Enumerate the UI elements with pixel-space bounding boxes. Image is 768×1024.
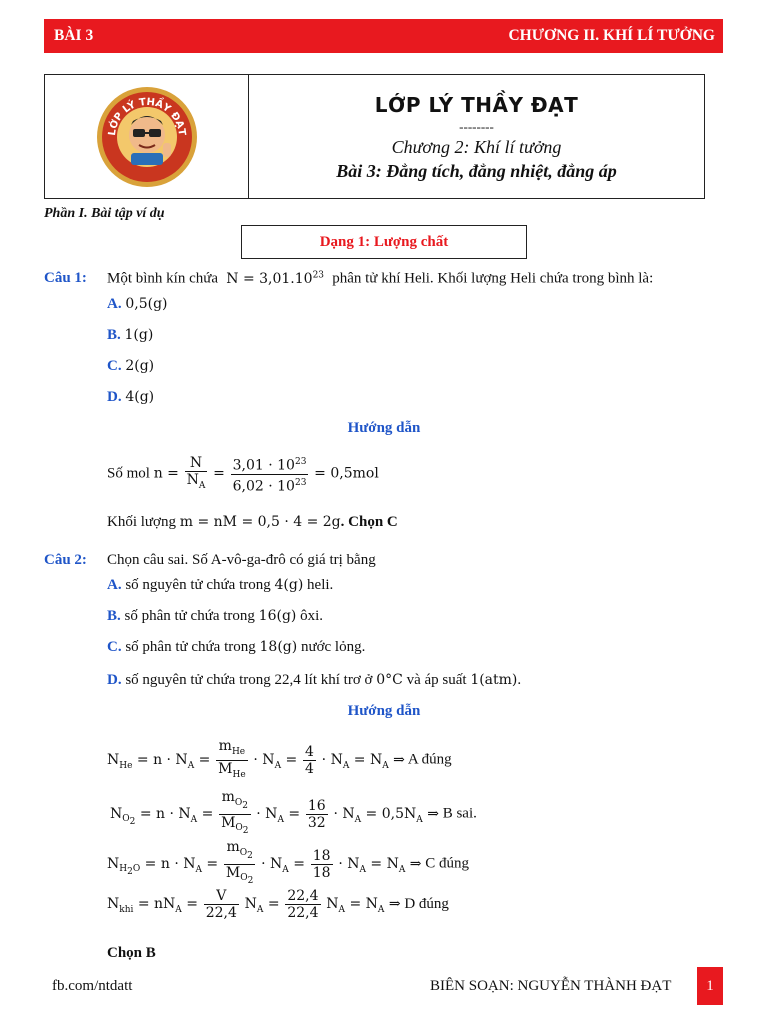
- brand-title: LỚP LÝ THẦY ĐẠT: [374, 93, 579, 117]
- q1-count: $N = 3,01.10^{23}$: [221, 270, 325, 287]
- q1-label: Câu 1:: [44, 270, 87, 286]
- q1-option-c[interactable]: C. 2(g): [107, 358, 155, 374]
- title-box: [44, 74, 705, 199]
- q2-eq-b: $N_{O_2} = n \cdot N_A$ = $\frac{m_{O_2}}{M_{O_2}}$ · $N_A$ = $\frac{16}{32}$ · $N_A = 0,5N_A$ ⇒ B sai.: [110, 789, 477, 839]
- page-number: 1: [697, 967, 723, 1005]
- q1-option-d[interactable]: D. 4(g): [107, 389, 155, 405]
- q2-label: Câu 2:: [44, 552, 87, 568]
- svg-text:LỚP LÝ THẦY ĐẠT: LỚP LÝ THẦY ĐẠT: [106, 96, 187, 136]
- q2-option-c[interactable]: C. số phân tử chứa trong 18(g) nước lỏng.: [107, 639, 366, 655]
- title-cell: [249, 75, 704, 198]
- q2-option-a[interactable]: A. số nguyên tử chứa trong 4(g) heli.: [107, 577, 334, 593]
- lesson-title: Bài 3: Đẳng tích, đẳng nhiệt, đẳng áp: [336, 161, 617, 181]
- q2-option-d[interactable]: D. số nguyên tử chứa trong 22,4 lít khí trơ ở 0°C và áp suất 1(atm).: [107, 672, 522, 688]
- logo-cell: [45, 75, 249, 198]
- lesson-tag: BÀI 3: [54, 27, 94, 44]
- section-heading: Phần I. Bài tập ví dụ: [44, 206, 165, 221]
- title-separator: --------: [459, 119, 494, 134]
- problem-type-box: Dạng 1: Lượng chất: [241, 225, 527, 259]
- q2-guide-heading: Hướng dẫn: [347, 703, 421, 719]
- q1-option-b[interactable]: B. 1(g): [107, 327, 154, 343]
- q1-option-a[interactable]: A. 0,5(g): [107, 296, 168, 312]
- q2-stem: Chọn câu sai. Số A-vô-ga-đrô có giá trị bằng: [107, 552, 376, 568]
- chapter-tag: CHƯƠNG II. KHÍ LÍ TƯỞNG: [508, 27, 715, 44]
- q1-solution-mass: Khối lượng m = nM = 0,5 · 4 = 2g. Chọn C: [107, 514, 398, 530]
- q2-eq-a: $N_{He} = n \cdot N_A$ = $\frac{m_{He}}{M_{He}}$ · $N_A$ = $\frac{4}{4}$ · $N_A = N_A$ ⇒ A đúng: [107, 738, 452, 783]
- q2-eq-d: $N_{khi} = nN_A$ = $\frac{V}{22,4}$ $N_A$ = $\frac{22,4}{22,4}$ $N_A = N_A$ ⇒ D đúng: [107, 888, 449, 921]
- teacher-logo: [95, 85, 199, 189]
- footer-link[interactable]: fb.com/ntdatt: [52, 978, 133, 994]
- q1-stem: Một bình kín chứa $N = 3,01.10^{23}$ phân tử khí Heli. Khối lượng Heli chứa trong bình là:: [107, 270, 654, 287]
- q2-eq-c: $N_{H_2O} = n \cdot N_A$ = $\frac{m_{O_2}}{M_{O_2}}$ · $N_A$ = $\frac{18}{18}$ · $N_A = N_A$ ⇒ C đúng: [107, 839, 469, 889]
- q1-guide-heading: Hướng dẫn: [347, 420, 421, 436]
- header-bar: [44, 19, 723, 53]
- q2-option-b[interactable]: B. số phân tử chứa trong 16(g) ôxi.: [107, 608, 324, 624]
- chapter-title: Chương 2: Khí lí tưởng: [391, 137, 562, 157]
- q2-answer: Chọn B: [107, 945, 156, 961]
- footer-author: BIÊN SOẠN: NGUYỄN THÀNH ĐẠT: [430, 978, 672, 994]
- q1-solution-mol: Số mol n = $\frac{N}{N_A}$ = $\frac{3,01 \cdot 10^{23}}{6,02 \cdot 10^{23}}$ = 0,5mol: [107, 454, 379, 495]
